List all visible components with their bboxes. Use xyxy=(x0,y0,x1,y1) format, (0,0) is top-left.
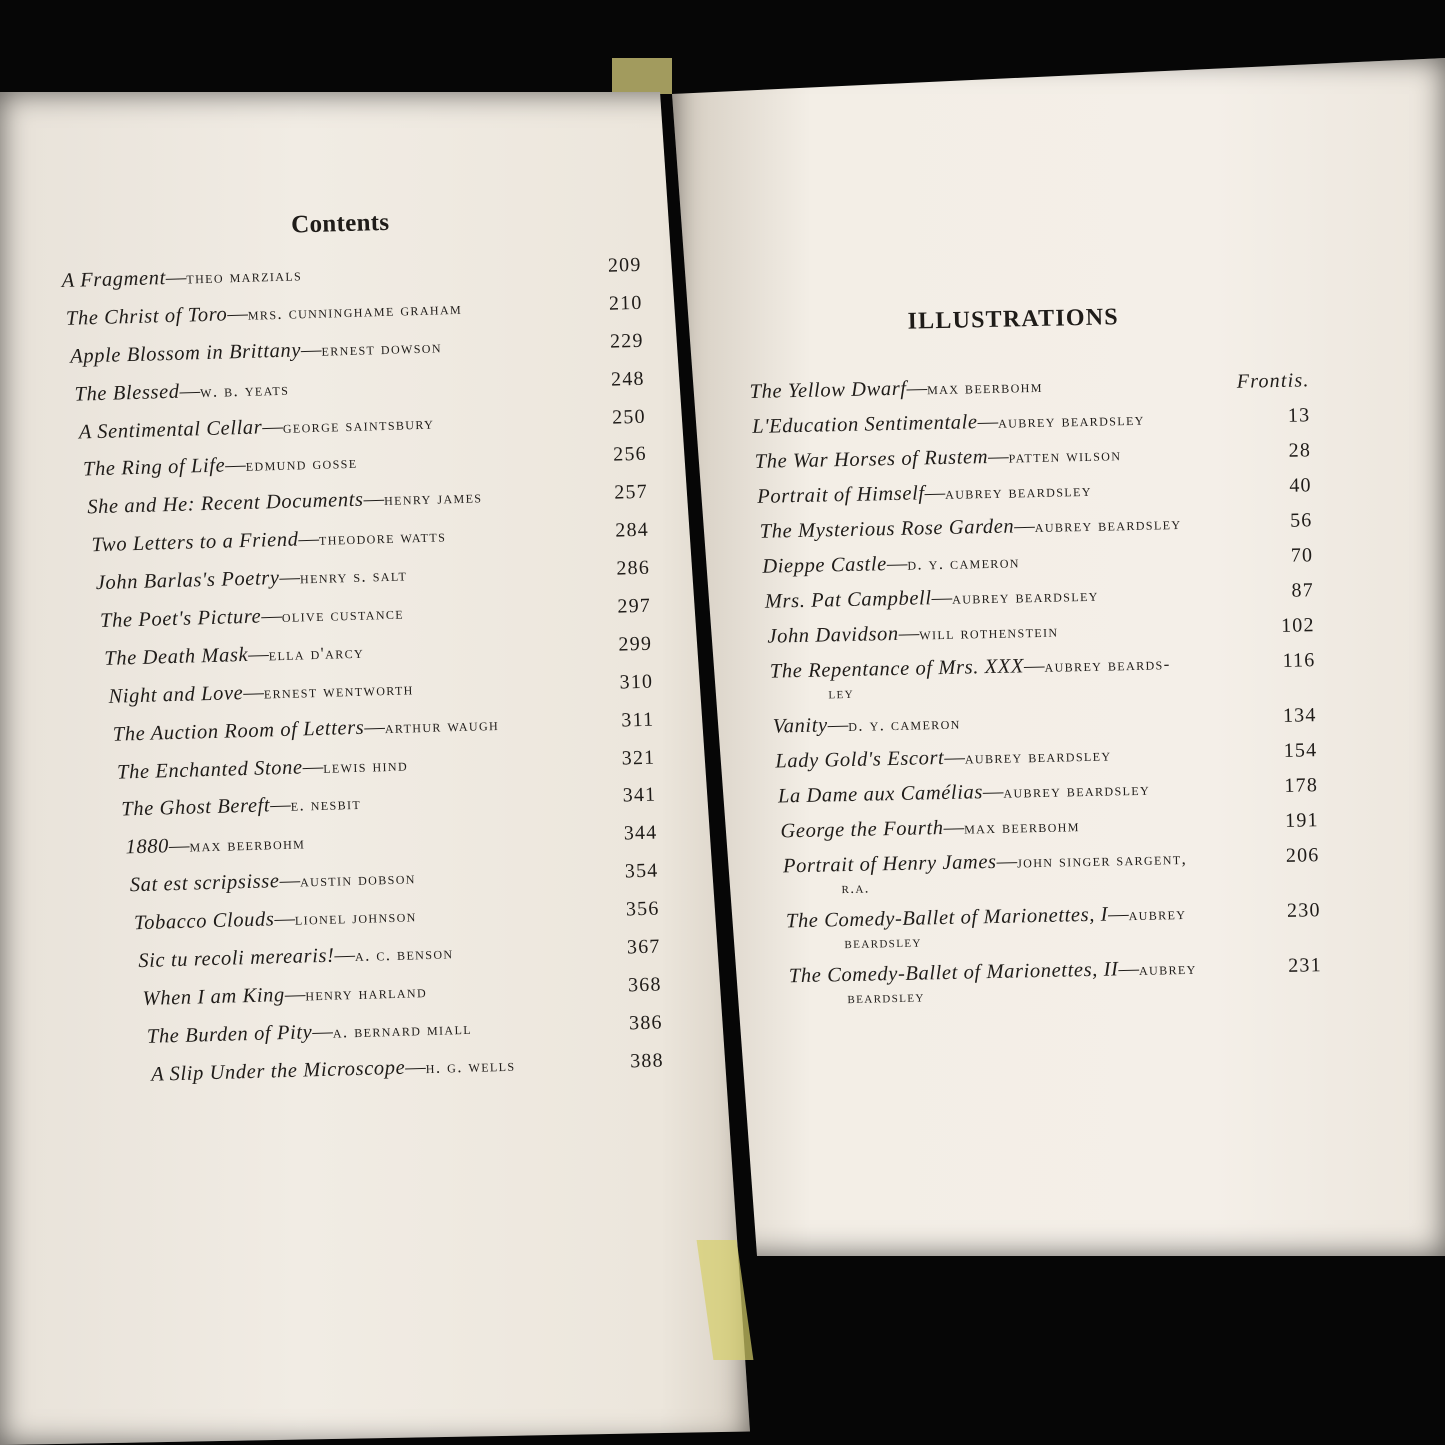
toc-entry xyxy=(762,954,1323,1021)
entry-title: A Fragment xyxy=(61,267,167,292)
entry-author: patten wilson xyxy=(1008,445,1122,467)
entry-page-number: 116 xyxy=(1282,649,1316,672)
entry-dash: — xyxy=(1023,654,1045,678)
entry-author: max beerbohm xyxy=(189,833,306,856)
entry-page-number: 248 xyxy=(610,367,646,391)
entry-dash: — xyxy=(944,746,966,769)
entry-dash: — xyxy=(906,377,928,400)
entry-dash: — xyxy=(279,869,301,893)
entry-title: The Poet's Picture xyxy=(99,605,262,633)
entry-author: george saintsbury xyxy=(282,413,435,437)
entry-author: will rothenstein xyxy=(919,621,1059,644)
entry-title: A Slip Under the Microscope xyxy=(150,1056,406,1086)
entry-title: The Mysterious Rose Garden xyxy=(759,515,1015,543)
entry-dash: — xyxy=(1107,903,1129,926)
entry-title: Mrs. Pat Campbell xyxy=(764,587,932,613)
entry-title: Tobacco Clouds xyxy=(133,908,275,935)
entry-dash: — xyxy=(274,907,296,931)
entry-title: Dieppe Castle xyxy=(762,553,888,578)
entry-page-number: 388 xyxy=(629,1049,665,1073)
entry-page-number: 299 xyxy=(618,632,653,656)
entry-dash: — xyxy=(284,983,306,1006)
entry-title: The Ring of Life xyxy=(82,454,226,481)
entry-author: w. b. yeats xyxy=(199,379,290,401)
entry-title: The War Horses of Rustem xyxy=(754,446,989,473)
entry-title: The Death Mask xyxy=(104,643,249,670)
illustrations-entries xyxy=(749,369,1322,1021)
entry-author: henry james xyxy=(383,487,483,510)
entry-page-number: 56 xyxy=(1289,509,1313,532)
entry-title: The Repentance of Mrs. XXX xyxy=(769,655,1025,683)
entry-page-number: 341 xyxy=(622,784,657,807)
entry-dash: — xyxy=(300,338,322,362)
entry-author: aubrey beardsley xyxy=(964,745,1112,768)
entry-author: lionel johnson xyxy=(294,906,417,929)
entry-title: The Burden of Pity xyxy=(146,1021,313,1048)
entry-title: The Comedy-Ballet of Marionettes, I xyxy=(785,903,1109,933)
entry-author: olive custance xyxy=(281,603,405,626)
entry-dash: — xyxy=(247,643,269,666)
entry-title: La Dame aux Camélias xyxy=(777,781,984,808)
entry-dash: — xyxy=(898,622,920,645)
entry-page-number: 102 xyxy=(1280,614,1315,637)
entry-author-continuation: beardsley xyxy=(847,989,925,1008)
entry-dash: — xyxy=(179,379,201,403)
entry-author: max beerbohm xyxy=(926,376,1043,399)
entry-title: She and He: Recent Documents xyxy=(86,488,364,519)
entry-page-number: 386 xyxy=(628,1011,663,1035)
entry-author: aubrey xyxy=(1138,958,1197,979)
entry-author: e. nesbit xyxy=(290,794,362,816)
entry-title: Sic tu recoli merearis! xyxy=(138,944,335,973)
entry-dash: — xyxy=(943,816,965,840)
entry-page-number: 257 xyxy=(613,481,649,504)
entry-page-number: 367 xyxy=(626,935,661,959)
entry-title: L'Education Sentimentale xyxy=(751,411,978,438)
entry-author: austin dobson xyxy=(299,868,417,891)
entry-author: ella d'arcy xyxy=(268,642,365,665)
entry-page-number: 321 xyxy=(621,746,656,770)
entry-dash: — xyxy=(1118,957,1140,981)
entry-page-number: 310 xyxy=(619,670,654,694)
book-binding-top xyxy=(612,58,672,94)
entry-author: lewis hind xyxy=(322,755,409,777)
entry-author: henry s. salt xyxy=(299,565,408,588)
entry-author: aubrey beardsley xyxy=(951,585,1099,608)
entry-author: h. g. wells xyxy=(425,1055,516,1077)
contents-heading: Contents xyxy=(290,208,390,239)
entry-page-number: 256 xyxy=(612,443,648,467)
entry-page-number: 178 xyxy=(1284,774,1319,797)
entry-dash: — xyxy=(261,604,283,628)
entry-page-number: 87 xyxy=(1291,579,1315,602)
entry-title: Night and Love xyxy=(108,681,244,708)
entry-dash: — xyxy=(243,681,265,704)
entry-page-number: 191 xyxy=(1284,809,1319,832)
entry-author: edmund gosse xyxy=(245,453,358,476)
contents-entries xyxy=(61,253,684,1103)
entry-page-number: 286 xyxy=(616,556,651,580)
entry-author: aubrey xyxy=(1128,903,1187,925)
entry-author: aubrey beards- xyxy=(1044,654,1171,676)
entry-dash: — xyxy=(924,481,946,505)
entry-page-number: 206 xyxy=(1285,844,1320,867)
entry-dash: — xyxy=(931,586,953,610)
entry-author: d. y. cameron xyxy=(907,552,1021,574)
illustrations-list xyxy=(748,300,1323,1021)
entry-dash: — xyxy=(363,715,386,739)
entry-page-number: Frontis. xyxy=(1236,369,1310,393)
entry-author: a. bernard miall xyxy=(332,1018,473,1042)
entry-title: The Christ of Toro xyxy=(65,303,228,330)
entry-title: George the Fourth xyxy=(780,817,944,843)
entry-dash: — xyxy=(168,834,190,858)
illustrations-heading: ILLUSTRATIONS xyxy=(907,304,1120,335)
entry-author: ernest dowson xyxy=(321,337,443,360)
entry-author: arthur waugh xyxy=(384,714,500,737)
entry-page-number: 368 xyxy=(627,973,662,997)
entry-dash: — xyxy=(302,755,324,779)
entry-page-number: 70 xyxy=(1290,544,1314,567)
entry-title: The Ghost Bereft xyxy=(121,794,271,821)
entry-title: Vanity xyxy=(772,714,828,738)
entry-author: john singer sargent, xyxy=(1016,848,1188,872)
entry-title: When I am King xyxy=(142,983,286,1010)
entry-author: aubrey beardsley xyxy=(944,480,1092,503)
entry-page-number: 210 xyxy=(608,291,643,315)
entry-title: Lady Gold's Escort xyxy=(775,746,945,773)
entry-page-number: 356 xyxy=(625,897,660,921)
entry-page-number: 40 xyxy=(1289,474,1312,497)
entry-dash: — xyxy=(977,410,999,434)
entry-page-number: 311 xyxy=(621,708,655,732)
entry-page-number: 354 xyxy=(624,859,659,883)
entry-title: The Yellow Dwarf xyxy=(749,377,907,403)
entry-dash: — xyxy=(279,566,301,590)
entry-author: d. y. cameron xyxy=(848,713,961,735)
entry-author: aubrey beardsley xyxy=(1034,513,1182,537)
entry-author: ernest wentworth xyxy=(263,679,414,703)
entry-title: The Blessed xyxy=(74,380,180,406)
entry-page-number: 231 xyxy=(1287,954,1323,977)
entry-page-number: 28 xyxy=(1288,439,1312,462)
entry-title: Sat est scripsisse xyxy=(129,870,280,897)
entry-dash: — xyxy=(269,794,291,817)
entry-dash: — xyxy=(261,415,284,438)
contents-list xyxy=(60,201,684,1103)
entry-title: Portrait of Himself xyxy=(757,482,925,508)
entry-author-continuation: r.a. xyxy=(841,880,871,898)
entry-author: theodore watts xyxy=(318,526,447,550)
entry-title: Apple Blossom in Brittany xyxy=(69,339,302,368)
entry-author: theo marzials xyxy=(186,265,303,288)
entry-author: aubrey beardsley xyxy=(997,409,1145,432)
entry-page-number: 229 xyxy=(609,329,644,353)
entry-page-number: 13 xyxy=(1287,404,1311,427)
entry-page-number: 209 xyxy=(607,253,642,277)
entry-page-number: 154 xyxy=(1283,739,1318,762)
entry-dash: — xyxy=(1014,515,1036,538)
entry-author: mrs. cunninghame graham xyxy=(247,298,463,324)
entry-dash: — xyxy=(827,713,849,737)
entry-page-number: 344 xyxy=(623,821,658,845)
entry-title: Two Letters to a Friend xyxy=(91,528,299,557)
entry-page-number: 297 xyxy=(617,594,652,618)
entry-author: aubrey beardsley xyxy=(1003,779,1151,802)
entry-dash: — xyxy=(227,302,249,326)
entry-author-continuation: ley xyxy=(828,685,855,703)
entry-title: The Auction Room of Letters xyxy=(112,716,365,746)
entry-title: Portrait of Henry James xyxy=(782,850,997,878)
entry-page-number: 284 xyxy=(615,518,650,542)
entry-title: John Davidson xyxy=(767,622,899,648)
entry-page-number: 230 xyxy=(1286,899,1321,922)
entry-title: John Barlas's Poetry xyxy=(95,567,280,595)
entry-dash: — xyxy=(298,528,320,551)
entry-dash: — xyxy=(224,454,247,477)
entry-title: 1880 xyxy=(125,835,170,859)
entry-dash: — xyxy=(996,850,1018,873)
entry-dash: — xyxy=(404,1055,427,1079)
entry-dash: — xyxy=(987,445,1009,469)
entry-dash: — xyxy=(165,266,187,290)
entry-author: max beerbohm xyxy=(963,816,1081,838)
entry-dash: — xyxy=(886,552,908,576)
entry-dash: — xyxy=(334,944,356,967)
entry-author: a. c. benson xyxy=(354,943,454,966)
entry-title: A Sentimental Cellar xyxy=(78,416,263,444)
entry-dash: — xyxy=(982,780,1004,804)
entry-title: The Comedy-Ballet of Marionettes, II xyxy=(788,958,1119,988)
entry-page-number: 250 xyxy=(611,405,647,429)
entry-author-continuation: beardsley xyxy=(844,934,922,953)
entry-dash: — xyxy=(363,488,385,511)
entry-title: The Enchanted Stone xyxy=(116,756,303,784)
entry-page-number: 134 xyxy=(1282,704,1317,727)
entry-author: henry harland xyxy=(305,981,428,1005)
entry-dash: — xyxy=(312,1020,334,1044)
